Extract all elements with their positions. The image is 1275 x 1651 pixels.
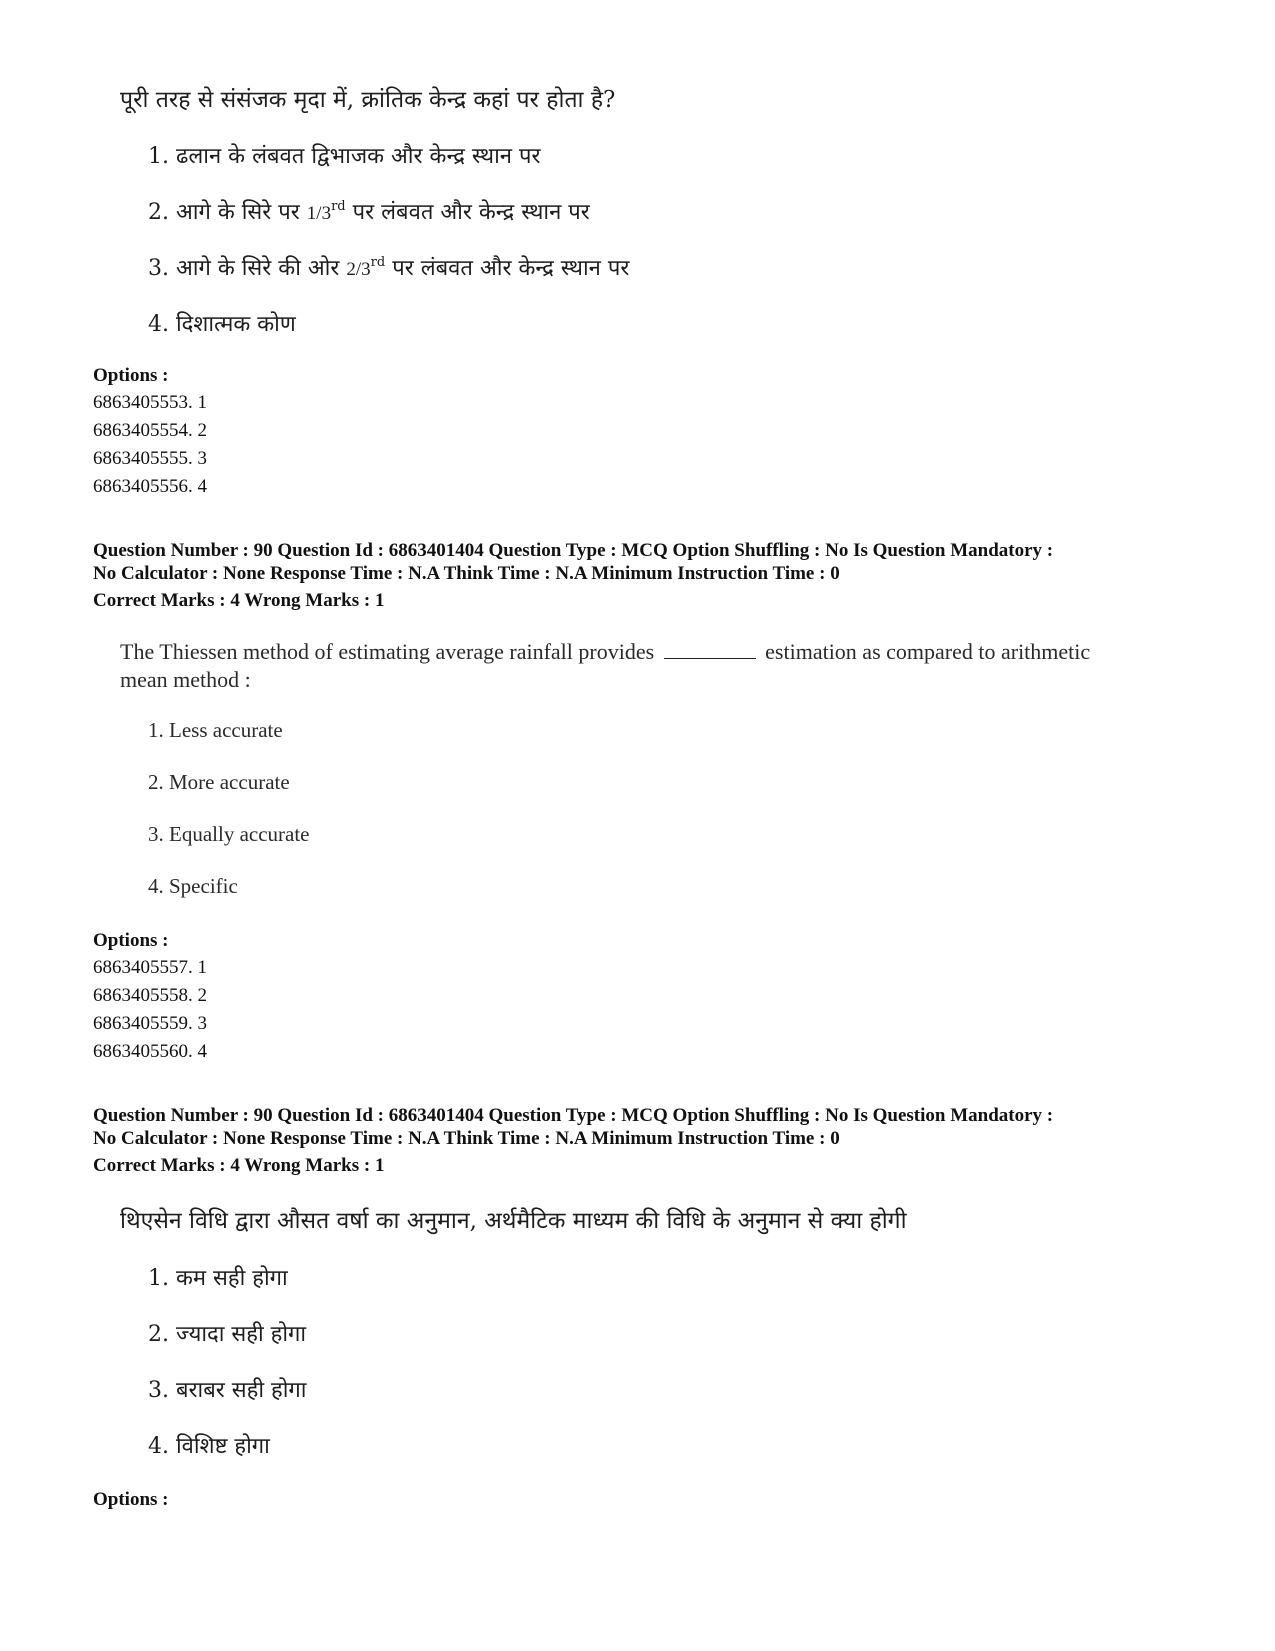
option-id: 6863405556. 4 (93, 476, 207, 497)
fill-in-blank (664, 640, 756, 659)
answer-choice-1: 1. कम सही होगा (148, 1266, 288, 1291)
answer-choice-4: 4. Specific (148, 874, 238, 898)
option-id-list (93, 389, 207, 501)
question-meta-line: No Calculator : None Response Time : N.A Think Time : N.A Minimum Instruction Time : 0 (93, 1128, 840, 1149)
option-id: 6863405554. 2 (93, 420, 207, 441)
question-text-part: estimation as compared to arithmetic (765, 639, 1091, 664)
options-label: Options : (93, 1489, 169, 1510)
answer-choice-3: 3. बराबर सही होगा (148, 1378, 307, 1403)
option-id: 6863405558. 2 (93, 985, 207, 1006)
options-label: Options : (93, 930, 169, 951)
option-id: 6863405557. 1 (93, 957, 207, 978)
option-id: 6863405553. 1 (93, 392, 207, 413)
answer-choice-3-prefix: 3. आगे के सिरे की ओर (148, 256, 347, 281)
answer-choice-3: 3. Equally accurate (148, 822, 310, 846)
marks-line: Correct Marks : 4 Wrong Marks : 1 (93, 590, 385, 611)
question-text-part: mean method : (120, 667, 251, 692)
option-id: 6863405560. 4 (93, 1041, 207, 1062)
answer-choice-1: 1. Less accurate (148, 718, 283, 742)
answer-choice-1: 1. ढलान के लंबवत द्विभाजक और केन्द्र स्थान पर (148, 144, 541, 169)
option-id: 6863405555. 3 (93, 448, 207, 469)
answer-choice-4: 4. दिशात्मक कोण (148, 312, 296, 337)
question-meta (93, 1104, 1203, 1150)
question-meta (93, 539, 1203, 585)
superscript: rd (370, 255, 386, 270)
answer-choice-3-suffix: पर लंबवत और केन्द्र स्थान पर (385, 256, 630, 281)
option-id-list (93, 954, 207, 1066)
question-text-english (120, 638, 1170, 694)
options-label: Options : (93, 365, 169, 386)
superscript: rd (331, 199, 346, 214)
question-meta-line: Question Number : 90 Question Id : 6863401404 Question Type : MCQ Option Shuffling : No Is Question Mandatory : (93, 1105, 1054, 1126)
marks-line: Correct Marks : 4 Wrong Marks : 1 (93, 1155, 385, 1176)
question-meta-line: No Calculator : None Response Time : N.A Think Time : N.A Minimum Instruction Time : 0 (93, 563, 840, 584)
question-text-hindi-2: थिएसेन विधि द्वारा औसत वर्षा का अनुमान, अर्थमैटिक माध्यम की विधि के अनुमान से क्या होगी (120, 1208, 907, 1234)
question-text-hindi-1: पूरी तरह से संसंजक मृदा में, क्रांतिक केन्द्र कहां पर होता है? (120, 87, 616, 113)
answer-choice-2: 2. More accurate (148, 770, 290, 794)
answer-choice-2-prefix: 2. आगे के सिरे पर (148, 200, 307, 225)
answer-choice-4: 4. विशिष्ट होगा (148, 1434, 270, 1459)
answer-choice-2 (148, 198, 590, 228)
answer-choice-3 (148, 254, 629, 284)
question-meta-line: Question Number : 90 Question Id : 6863401404 Question Type : MCQ Option Shuffling : No Is Question Mandatory : (93, 540, 1054, 561)
fraction: 1/3 (306, 203, 332, 224)
fraction: 2/3 (346, 259, 371, 280)
answer-choice-2-suffix: पर लंबवत और केन्द्र स्थान पर (345, 200, 590, 225)
question-text-part: The Thiessen method of estimating average rainfall provides (120, 639, 655, 664)
answer-choice-2: 2. ज्यादा सही होगा (148, 1322, 307, 1347)
option-id: 6863405559. 3 (93, 1013, 207, 1034)
